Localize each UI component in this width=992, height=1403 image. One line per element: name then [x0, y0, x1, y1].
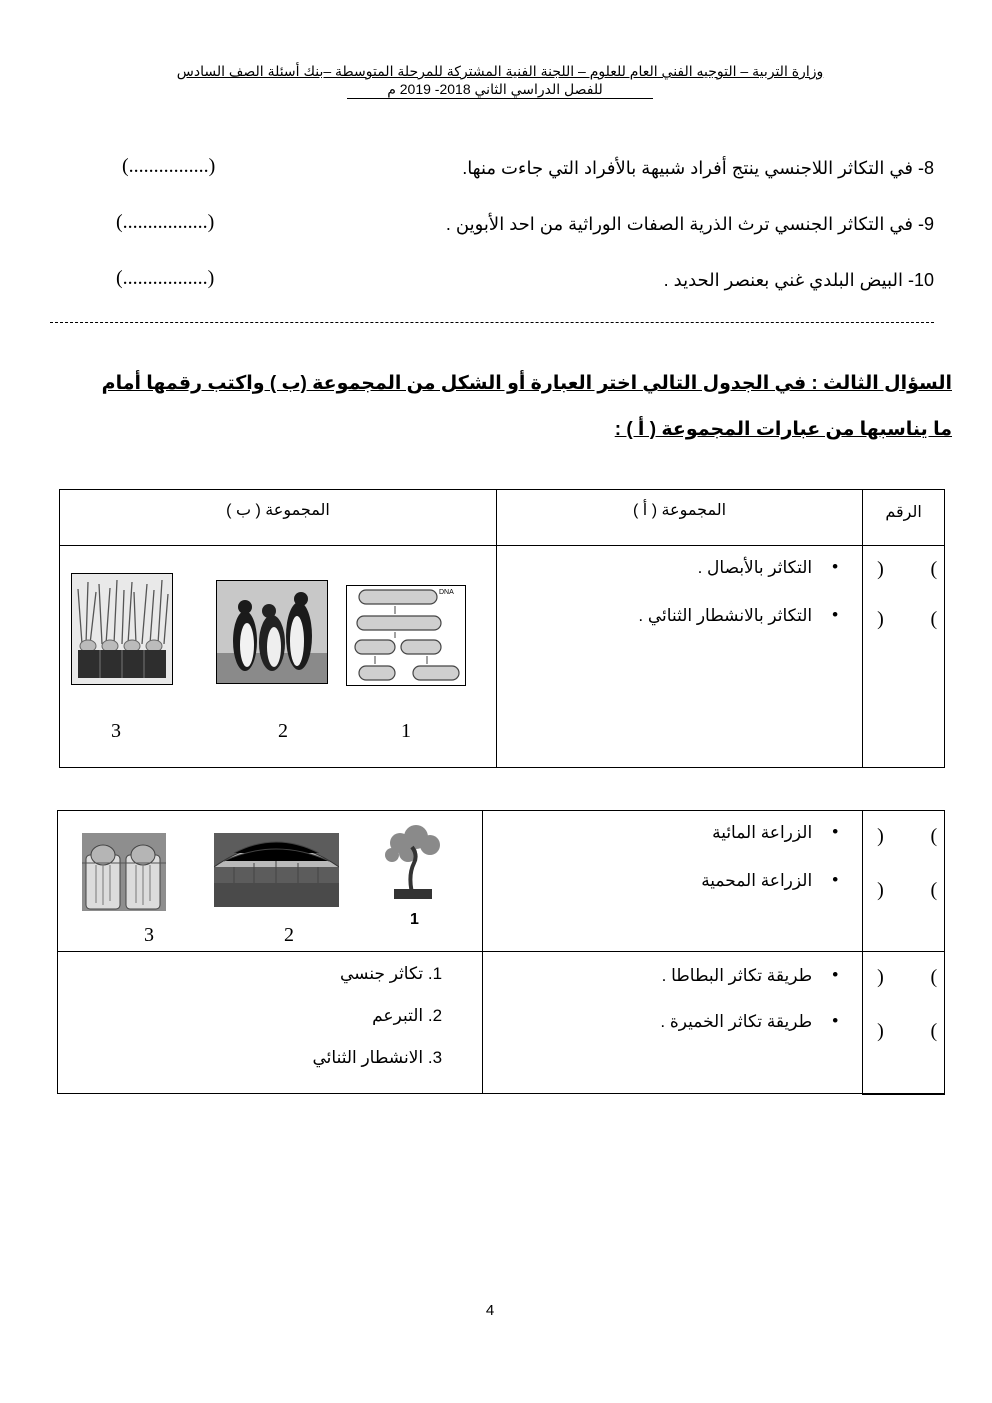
group-a-item-yeast: • طريقة تكاثر الخميرة .	[660, 1012, 812, 1032]
header-group-a-cell	[496, 490, 862, 546]
bulbs-tray-image	[71, 573, 173, 685]
answer-blank-9[interactable]: (.................)	[116, 211, 215, 233]
question-3-line-1: السؤال الثالث : في الجدول التالي اختر العبارة أو الشكل من المجموعة (ب ) واكتب رقمها أمام	[101, 373, 952, 394]
matching-table-1	[59, 489, 945, 768]
group-b-images-cell	[60, 546, 497, 768]
group-a-items-cell	[496, 546, 862, 768]
header-group-a: المجموعة ( أ )	[633, 502, 727, 519]
document-header	[150, 62, 850, 99]
group-a-item-bulbs: • التكاثر بالأبصال .	[698, 558, 813, 578]
answer-blank-10[interactable]: (.................)	[116, 267, 215, 289]
statement-10: 10- البيض البلدي غني بعنصر الحديد .	[663, 270, 934, 290]
image-label-2: 2	[278, 720, 288, 742]
matching-table-2	[57, 810, 945, 1095]
group-b-options-cell	[58, 952, 483, 1094]
statement-8: 8- في التكاثر اللاجنسي ينتج أفراد شبيهة بالأفراد التي جاءت منها.	[462, 158, 934, 178]
page-number: 4	[485, 1302, 495, 1319]
question-3-line-2: ما يناسبها من عبارات المجموعة ( أ ) :	[614, 419, 952, 440]
image-label-3-t2: 3	[144, 924, 154, 946]
image-label-1: 1	[401, 720, 411, 742]
image-label-3: 3	[111, 720, 121, 742]
answer-blank-8[interactable]: (................)	[122, 155, 216, 177]
binary-fission-image	[346, 585, 466, 686]
answer-box-3[interactable]: ) (	[877, 825, 938, 847]
option-binary-fission: 3. الانشطار الثنائي	[312, 1048, 443, 1067]
group-a-items-cell-2	[483, 811, 863, 952]
header-number: الرقم	[885, 504, 922, 521]
answer-box-5[interactable]: ) (	[877, 966, 938, 988]
option-budding: 2. التبرعم	[372, 1006, 443, 1025]
header-number-cell	[863, 490, 945, 546]
statement-9: 9- في التكاثر الجنسي ترث الذرية الصفات الوراثية من احد الأبوين .	[445, 214, 934, 234]
number-answers-cell	[863, 546, 945, 768]
number-answers-cell-3	[863, 952, 945, 1094]
answer-box-1[interactable]: ) (	[877, 558, 938, 580]
group-a-item-potato: • طريقة تكاثر البطاطا .	[662, 966, 813, 986]
water-culture-image	[82, 833, 166, 911]
header-line-1: وزارة التربية – التوجيه الفني العام للعلوم – اللجنة الفنية المشتركة للمرحلة المتوسطة –بنك أسئلة الصف السادس	[176, 63, 824, 79]
image-label-1-t2: 1	[410, 911, 419, 928]
image-label-2-t2: 2	[284, 924, 294, 946]
answer-box-4[interactable]: ) (	[877, 879, 938, 901]
header-group-b: المجموعة ( ب )	[226, 502, 330, 519]
dna-label: DNA	[439, 589, 454, 596]
header-group-b-cell	[60, 490, 497, 546]
group-a-items-cell-3	[483, 952, 863, 1094]
greenhouse-image	[214, 833, 339, 907]
penguins-image	[216, 580, 328, 684]
group-a-item-greenhouse: • الزراعة المحمية	[701, 871, 812, 891]
group-a-item-hydroponics: • الزراعة المائية	[712, 823, 812, 843]
header-line-2: للفصل الدراسي الثاني 2018- 2019 م	[347, 80, 653, 99]
section-divider	[50, 322, 934, 323]
group-a-item-binary-fission: • التكاثر بالانشطار الثنائي .	[638, 606, 812, 626]
answer-box-2[interactable]: ) (	[877, 608, 938, 630]
answer-box-6[interactable]: ) (	[877, 1020, 938, 1042]
number-answers-cell-2	[863, 811, 945, 952]
option-sexual-reproduction: 1. تكاثر جنسي	[340, 964, 443, 983]
group-b-images-cell-2	[58, 811, 483, 952]
bonsai-image	[378, 823, 448, 903]
